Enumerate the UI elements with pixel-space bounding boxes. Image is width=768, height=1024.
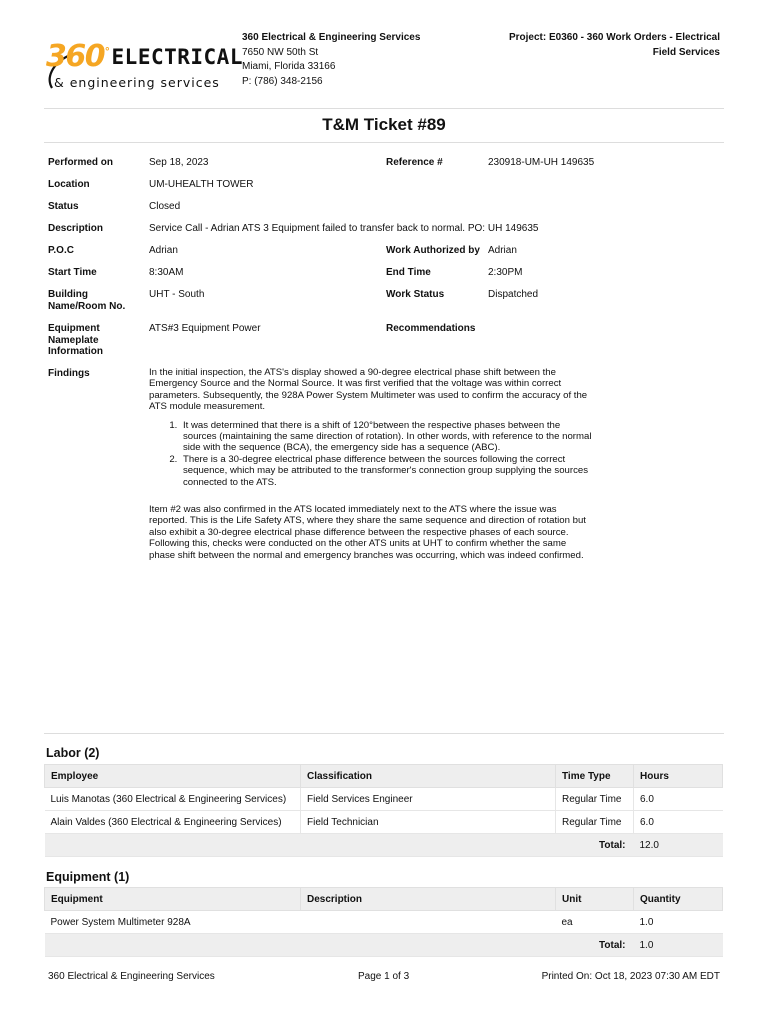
recommendations-label: Recommendations (386, 323, 476, 334)
end-time-value: 2:30PM (488, 267, 523, 278)
table-cell: 6.0 (634, 788, 723, 811)
description-value: Service Call - Adrian ATS 3 Equipment failed to transfer back to normal. PO: UH 149635 (149, 223, 539, 234)
reference-label: Reference # (386, 157, 443, 168)
table-cell: Regular Time (556, 811, 634, 834)
project-name: Project: E0360 - 360 Work Orders - Electrical Field Services (508, 32, 720, 58)
table-header-row (45, 888, 723, 911)
column-header: Employee (45, 765, 301, 788)
company-logo (46, 39, 243, 92)
table-cell: 1.0 (634, 911, 723, 934)
table-cell: Field Services Engineer (301, 788, 556, 811)
table-header-row (45, 765, 723, 788)
location-value: UM-UHEALTH TOWER (149, 179, 254, 190)
status-label: Status (48, 201, 79, 212)
address-line2: Miami, Florida 33166 (242, 61, 336, 72)
column-header: Classification (301, 765, 556, 788)
status-value: Closed (149, 201, 181, 212)
table-cell: Alain Valdes (360 Electrical & Engineering Services) (45, 811, 301, 834)
total-value: 1.0 (634, 934, 723, 957)
address-line1: 7650 NW 50th St (242, 46, 319, 58)
findings-item: 1. It was determined that there is a shift of 120°between the respective phases between the sources (maintaining the same direction of rotation). In other words, with reference to the normal side with the sequence (BCA), the emergency side has a sequence (ABC). (180, 420, 594, 454)
work-status-value: Dispatched (488, 289, 539, 300)
table-row (45, 811, 723, 834)
divider (44, 108, 724, 109)
building-value: UHT - South (149, 289, 205, 300)
labor-section-title: Labor (2) (46, 746, 100, 760)
work-authorized-label: Work Authorized by (386, 245, 480, 256)
column-header: Unit (556, 888, 634, 911)
logo-word: ELECTRICAL (111, 45, 243, 69)
building-label: Building Name/Room No. (48, 289, 126, 312)
equipment-nameplate-label: Equipment Nameplate Information (48, 323, 103, 357)
total-label: Total: (45, 934, 634, 957)
reference-value: 230918-UM-UH 149635 (488, 157, 595, 168)
work-status-label: Work Status (386, 289, 445, 300)
labor-table (44, 764, 723, 857)
findings-paragraph: Item #2 was also confirmed in the ATS located immediately next to the ATS where the issue was reported. This is the Life Safety ATS, where they share the same sequence and direction of rotation but also exhibit a 30-degree electrical phase difference between the respective phases of each source. (149, 504, 586, 538)
company-phone: P: (786) 348-2156 (242, 75, 323, 87)
company-address-block (242, 31, 420, 89)
footer-company: 360 Electrical & Engineering Services (48, 971, 215, 982)
divider (44, 142, 724, 143)
start-time-label: Start Time (48, 267, 97, 278)
description-label: Description (48, 223, 104, 234)
column-header: Equipment (45, 888, 301, 911)
logo-degree: ° (105, 46, 110, 58)
column-header: Time Type (556, 765, 634, 788)
end-time-label: End Time (386, 267, 431, 278)
column-header: Quantity (634, 888, 723, 911)
findings-label: Findings (48, 368, 90, 379)
column-header: Hours (634, 765, 723, 788)
findings-intro: In the initial inspection, the ATS's display showed a 90-degree electrical phase shift between the Emergency Source and the Normal Source. It was first verified that the voltage was within correct parameters. Subsequently, the 928A Power System Multimeter was used to confirm the accuracy of the ATS module measurement. (149, 367, 588, 413)
findings-paragraph: Following this, checks were conducted on the other ATS units at UHT to confirm whether the same phase shift between the normal and emergency branches was occurring, which was indeed confirmed. (149, 538, 584, 561)
table-row (45, 911, 723, 934)
company-name: 360 Electrical & Engineering Services (242, 32, 421, 43)
table-cell: ea (556, 911, 634, 934)
column-header: Description (301, 888, 556, 911)
table-cell: Luis Manotas (360 Electrical & Engineering Services) (45, 788, 301, 811)
findings-item: 2. There is a 30-degree electrical phase difference between the sources following the correct sequence, which may be attributed to the transformer's connection group supplying the sources connected to the ATS. (180, 454, 594, 488)
table-cell: Field Technician (301, 811, 556, 834)
equipment-nameplate-value: ATS#3 Equipment Power (149, 323, 261, 334)
total-label: Total: (45, 834, 634, 857)
poc-value: Adrian (149, 245, 178, 256)
table-cell: Power System Multimeter 928A (45, 911, 301, 934)
location-label: Location (48, 179, 90, 190)
table-cell (301, 911, 556, 934)
poc-label: P.O.C (48, 245, 74, 256)
logo-number: 360 (46, 39, 105, 74)
findings-list (149, 420, 594, 488)
findings-body (149, 367, 594, 561)
table-total-row (45, 834, 723, 857)
table-cell: 6.0 (634, 811, 723, 834)
table-total-row (45, 934, 723, 957)
table-row (45, 788, 723, 811)
logo-subtitle: & engineering services (54, 75, 220, 90)
start-time-value: 8:30AM (149, 267, 184, 278)
divider (44, 733, 724, 734)
total-value: 12.0 (634, 834, 723, 857)
equipment-table (44, 887, 723, 957)
performed-on-value: Sep 18, 2023 (149, 157, 209, 168)
footer-page-number: Page 1 of 3 (358, 971, 410, 982)
work-authorized-value: Adrian (488, 245, 517, 256)
footer-printed-on: Printed On: Oct 18, 2023 07:30 AM EDT (541, 971, 720, 982)
table-cell: Regular Time (556, 788, 634, 811)
equipment-section-title: Equipment (1) (46, 870, 130, 884)
page-title: T&M Ticket #89 (322, 115, 446, 134)
performed-on-label: Performed on (48, 157, 114, 168)
